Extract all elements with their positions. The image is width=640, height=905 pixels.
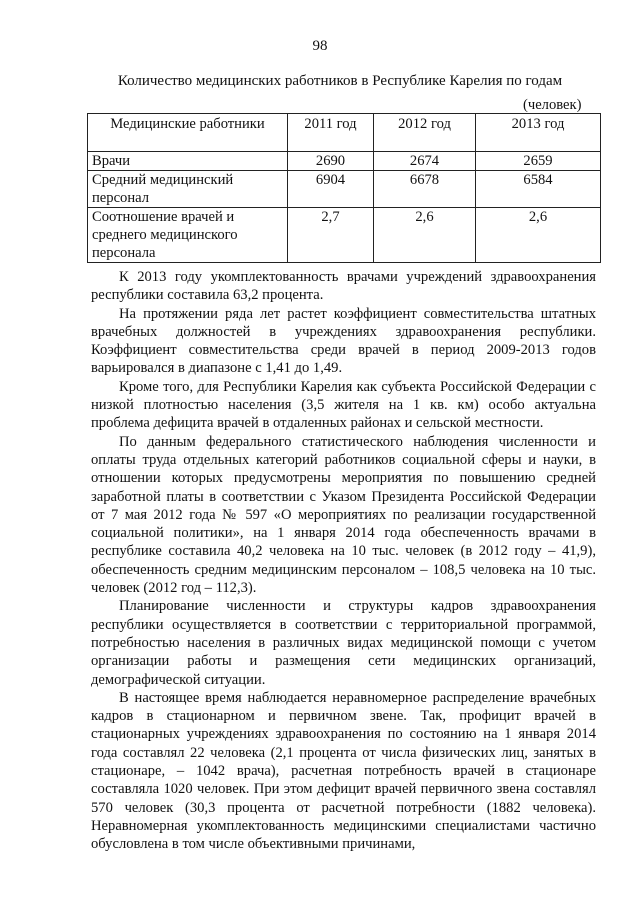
page-number: 98 bbox=[312, 38, 328, 54]
row-label: Врачи bbox=[88, 152, 288, 171]
table-cell: 6678 bbox=[374, 171, 476, 208]
paragraph: На протяжении ряда лет растет коэффициент совместительства штатных врачебных должностей в учреждениях здравоохранения республики. Коэффициент совместительства среди врачей в период 2009-2013 годов варьировался в диапазоне с 1,41 до 1,49. bbox=[91, 305, 596, 377]
table-cell: 6904 bbox=[288, 171, 374, 208]
table-row bbox=[88, 208, 601, 263]
paragraph: Кроме того, для Республики Карелия как субъекта Российской Федерации с низкой плотностью населения (3,5 жителя на 1 кв. км) особо актуальна проблема дефицита врачей в отдаленных районах и сельской местности. bbox=[91, 378, 596, 432]
table-title: Количество медицинских работников в Республике Карелия по годам bbox=[117, 73, 563, 89]
column-header: 2013 год bbox=[476, 114, 601, 152]
row-label: Соотношение врачей и среднего медицинского персонала bbox=[88, 208, 288, 263]
table-cell: 2,6 bbox=[374, 208, 476, 263]
table-cell: 2,7 bbox=[288, 208, 374, 263]
column-header: 2011 год bbox=[288, 114, 374, 152]
table-cell: 2690 bbox=[288, 152, 374, 171]
column-header: 2012 год bbox=[374, 114, 476, 152]
table-cell: 2,6 bbox=[476, 208, 601, 263]
table-row bbox=[88, 171, 601, 208]
table-header-row bbox=[88, 114, 601, 152]
paragraph: Планирование численности и структуры кадров здравоохранения республики осуществляется в соответствии с территориальной программой, потребностью населения в различных видах медицинской помощи с учетом организации работы и размещения сети медицинских организаций, демографической ситуации. bbox=[91, 598, 596, 688]
table-cell: 2659 bbox=[476, 152, 601, 171]
column-header: Медицинские работники bbox=[88, 114, 288, 152]
body-text bbox=[91, 268, 596, 854]
row-label: Средний медицинский персонал bbox=[88, 171, 288, 208]
table-cell: 6584 bbox=[476, 171, 601, 208]
paragraph: В настоящее время наблюдается неравномерное распределение врачебных кадров в стационарном и первичном звене. Так, профицит врачей в стационарных учреждениях здравоохранения по состоянию на 1 января 2014 года составлял 22 человека (2,1 процента от числа физических лиц, занятых в стационаре, – 1042 врача), расчетная потребность врачей в стационаре составляла 1020 человек. При этом дефицит врачей первичного звена составлял 570 человек (30,3 процента от расчетной потребности (1882 человека). Неравномерная укомплектованность медицинскими специалистами частично обусловлена в том числе объективными причинами, bbox=[91, 689, 596, 853]
staff-table bbox=[87, 113, 601, 263]
table-unit: (человек) bbox=[523, 97, 582, 113]
table-row bbox=[88, 152, 601, 171]
table-cell: 2674 bbox=[374, 152, 476, 171]
paragraph: К 2013 году укомплектованность врачами учреждений здравоохранения республики составила 63,2 процента. bbox=[91, 269, 596, 304]
paragraph: По данным федерального статистического наблюдения численности и оплаты труда отдельных категорий работников социальной сферы и науки, в отношении которых предусмотрены мероприятия по повышению средней заработной платы в соответствии с Указом Президента Российской Федерации от 7 мая 2012 года № 597 «О мероприятиях по реализации государственной социальной политики», на 1 января 2014 года обеспеченность врачами в республике составила 40,2 человека на 10 тыс. человек (в 2012 году – 41,9), обеспеченность средним медицинским персоналом – 108,5 человека на 10 тыс. человек (2012 год – 112,3). bbox=[91, 433, 596, 597]
